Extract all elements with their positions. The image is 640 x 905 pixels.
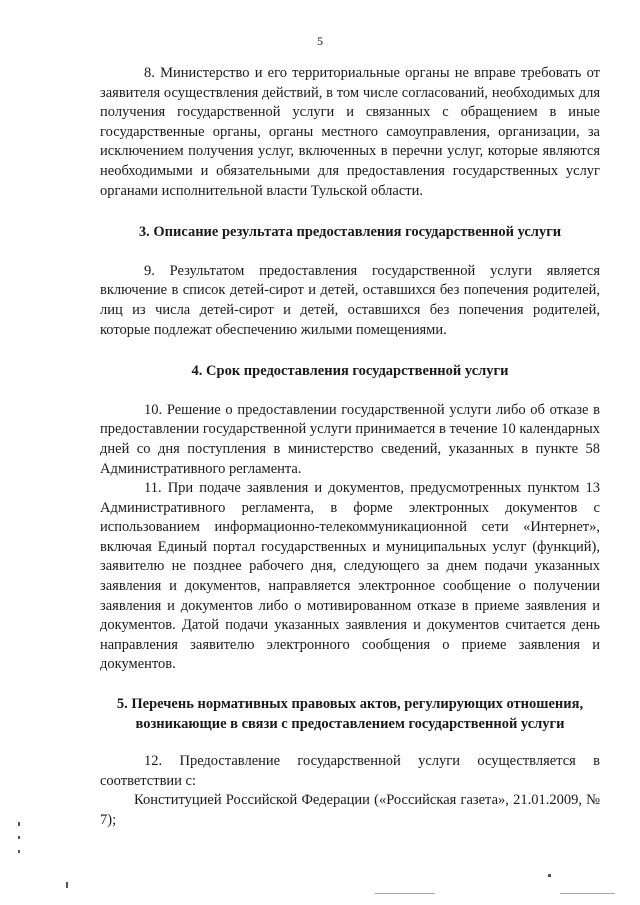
scan-speck [18,822,20,826]
scan-speck [560,893,615,894]
section-heading-3: 3. Описание результата предоставления государственной услуги [138,224,562,241]
paragraph-10: 10. Решение о предоставлении государственной услуги либо об отказе в предоставлении государственной услуги принимается в течение 10 календарных дней со дня поступления в министерство сведений, указанных в пункте 58 Административного регламента. [100,401,600,477]
paragraph-9: 9. Результатом предоставления государственной услуги является включение в список детей-сирот и детей, оставшихся без попечения родителей, лиц из числа детей-сирот и детей, оставшихся без попечения родителей, которые подлежат обеспечению жилыми помещениями. [100,262,600,338]
paragraph-11: 11. При подаче заявления и документов, предусмотренных пунктом 13 Административного регламента, в форме электронных документов с использованием информационно-телекоммуникационной сети «Интернет», включая Единый портал государственных и муниципальных услуг (функций), заявителю не позднее рабочего дня, следующего за днем подачи указанных заявления и документов, направляется электронное сообщение о получении заявления и документов либо о мотивированном отказе в приеме заявления и документов. Датой подачи указанных заявления и документов считается день направления заявителю электронного сообщения о приеме заявления и документов. [100,480,600,673]
section-heading-4: 4. Срок предоставления государственной услуги [191,363,509,380]
paragraph-12: 12. Предоставление государственной услуги осуществляется в соответствии с: [100,753,600,789]
page-number: 5 [317,34,323,48]
scan-speck [375,893,435,894]
section-heading-5: 5. Перечень нормативных правовых актов, регулирующих отношения, возникающие в связи с предоставлением государственной услуги [116,696,584,732]
scan-speck [66,882,68,888]
scan-speck [18,836,20,839]
scan-speck [18,850,20,853]
paragraph-8: 8. Министерство и его территориальные органы не вправе требовать от заявителя осуществления действий, в том числе согласований, необходимых для получения государственной услуги и связанных с обращением в иные государственные органы, органы местного самоуправления, организации, за исключением получения услуг, включенных в перечни услуг, которые являются необходимыми и обязательными для предоставления государственных услуг органами исполнительной власти Тульской области. [100,65,600,199]
paragraph-12-item-constitution: Конституцией Российской Федерации («Российская газета», 21.01.2009, № 7); [100,792,600,828]
document-body [100,64,600,831]
scan-speck [548,874,551,877]
